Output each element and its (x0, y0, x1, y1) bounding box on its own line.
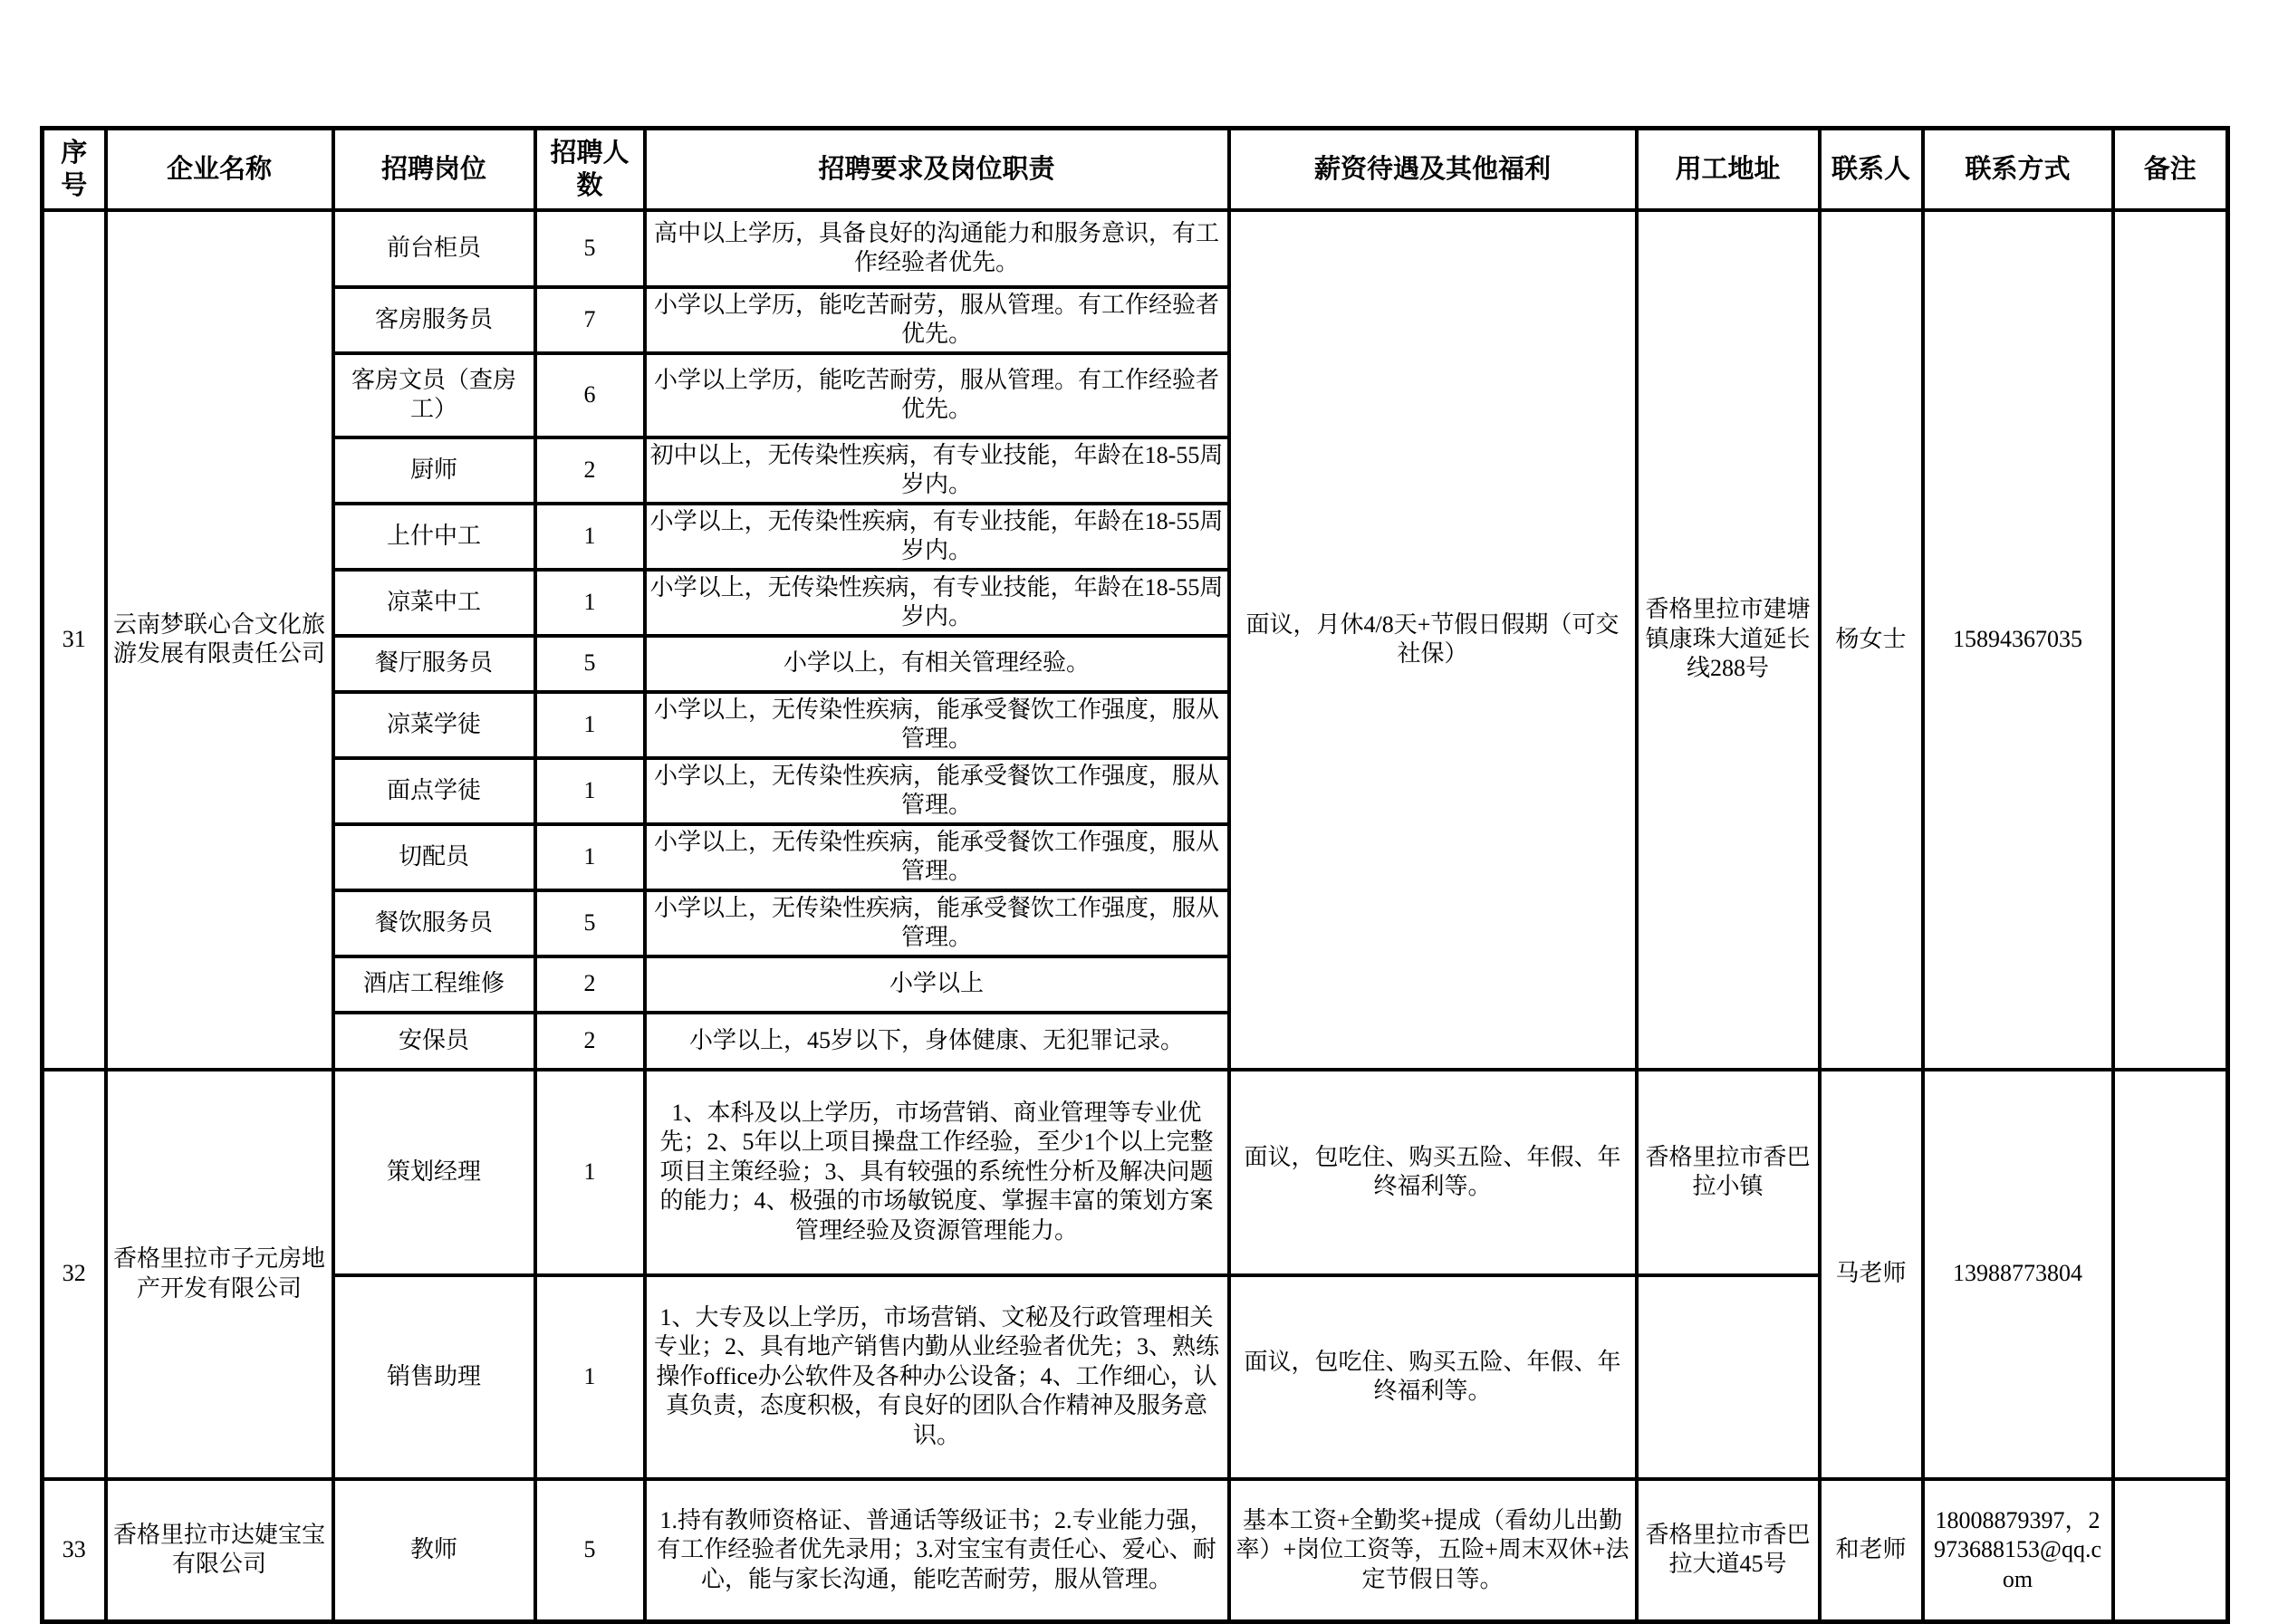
contact-cell: 杨女士 (1820, 210, 1923, 1070)
position-row (43, 1479, 2228, 1622)
salary-cell: 面议，包吃住、购买五险、年假、年终福利等。 (1229, 1070, 1637, 1275)
headcount-cell: 5 (535, 890, 645, 956)
requirements-cell: 1.持有教师资格证、普通话等级证书；2.专业能力强，有工作经验者优先录用；3.对宝宝有责任心、爱心、耐心，能与家长沟通，能吃苦耐劳，服从管理。 (645, 1479, 1229, 1622)
requirements-cell: 小学以上，无传染性疾病，能承受餐饮工作强度，服从管理。 (645, 692, 1229, 758)
position-title-cell: 客房服务员 (333, 287, 535, 353)
address-cell: 香格里拉市建塘镇康珠大道延长线288号 (1637, 210, 1820, 1070)
requirements-cell: 高中以上学历，具备良好的沟通能力和服务意识，有工作经验者优先。 (645, 210, 1229, 287)
requirements-cell: 小学以上，有相关管理经验。 (645, 636, 1229, 692)
address-cell: 香格里拉市香巴拉小镇 (1637, 1070, 1820, 1275)
position-title-cell: 凉菜学徒 (333, 692, 535, 758)
requirements-cell: 小学以上学历，能吃苦耐劳，服从管理。有工作经验者优先。 (645, 287, 1229, 353)
requirements-cell: 小学以上，无传染性疾病，有专业技能，年龄在18-55周岁内。 (645, 504, 1229, 570)
position-title-cell: 面点学徒 (333, 758, 535, 824)
col-header-position: 招聘岗位 (333, 129, 535, 210)
salary-cell: 基本工资+全勤奖+提成（看幼儿出勤率）+岗位工资等，五险+周末双休+法定节假日等。 (1229, 1479, 1637, 1622)
requirements-cell: 小学以上，45岁以下，身体健康、无犯罪记录。 (645, 1013, 1229, 1070)
remark-cell (2113, 1479, 2228, 1622)
requirements-cell: 小学以上，无传染性疾病，能承受餐饮工作强度，服从管理。 (645, 824, 1229, 890)
headcount-cell: 2 (535, 437, 645, 504)
recruitment-table (40, 126, 2230, 1624)
position-title-cell: 销售助理 (333, 1275, 535, 1479)
headcount-cell: 1 (535, 758, 645, 824)
requirements-cell: 小学以上 (645, 956, 1229, 1013)
headcount-cell: 6 (535, 353, 645, 437)
remark-cell (2113, 210, 2228, 1070)
contact-cell: 马老师 (1820, 1070, 1923, 1479)
header-row (43, 129, 2228, 210)
position-title-cell: 餐厅服务员 (333, 636, 535, 692)
headcount-cell: 5 (535, 636, 645, 692)
position-title-cell: 客房文员（查房工） (333, 353, 535, 437)
headcount-cell: 2 (535, 1013, 645, 1070)
position-title-cell: 上什中工 (333, 504, 535, 570)
col-header-remark: 备注 (2113, 129, 2228, 210)
position-title-cell: 厨师 (333, 437, 535, 504)
contact-cell: 和老师 (1820, 1479, 1923, 1622)
company-name-cell: 香格里拉市达婕宝宝有限公司 (106, 1479, 333, 1622)
position-row (43, 1070, 2228, 1275)
requirements-cell: 小学以上，无传染性疾病，能承受餐饮工作强度，服从管理。 (645, 758, 1229, 824)
requirements-cell: 小学以上，无传染性疾病，能承受餐饮工作强度，服从管理。 (645, 890, 1229, 956)
salary-cell: 面议，包吃住、购买五险、年假、年终福利等。 (1229, 1275, 1637, 1479)
serial-cell: 31 (43, 210, 106, 1070)
requirements-cell: 小学以上学历，能吃苦耐劳，服从管理。有工作经验者优先。 (645, 353, 1229, 437)
phone-cell: 15894367035 (1923, 210, 2113, 1070)
salary-cell: 面议，月休4/8天+节假日假期（可交社保） (1229, 210, 1637, 1070)
company-name-cell: 云南梦联心合文化旅游发展有限责任公司 (106, 210, 333, 1070)
position-title-cell: 切配员 (333, 824, 535, 890)
requirements-cell: 1、本科及以上学历，市场营销、商业管理等专业优先；2、5年以上项目操盘工作经验，至少1个以上完整项目主策经验；3、具有较强的系统性分析及解决问题的能力；4、极强的市场敏锐度、掌握丰富的策划方案管理经验及资源管理能力。 (645, 1070, 1229, 1275)
remark-cell (2113, 1070, 2228, 1479)
headcount-cell: 1 (535, 692, 645, 758)
phone-cell: 13988773804 (1923, 1070, 2113, 1479)
position-title-cell: 教师 (333, 1479, 535, 1622)
col-header-serial: 序号 (43, 129, 106, 210)
position-title-cell: 凉菜中工 (333, 570, 535, 636)
position-title-cell: 前台柜员 (333, 210, 535, 287)
requirements-cell: 小学以上，无传染性疾病，有专业技能，年龄在18-55周岁内。 (645, 570, 1229, 636)
col-header-address: 用工地址 (1637, 129, 1820, 210)
address-cell: 香格里拉市香巴拉大道45号 (1637, 1479, 1820, 1622)
col-header-contact: 联系人 (1820, 129, 1923, 210)
headcount-cell: 7 (535, 287, 645, 353)
position-title-cell: 酒店工程维修 (333, 956, 535, 1013)
requirements-cell: 1、大专及以上学历，市场营销、文秘及行政管理相关专业；2、具有地产销售内勤从业经验者优先；3、熟练操作office办公软件及各种办公设备；4、工作细心，认真负责，态度积极，有良好的团队合作精神及服务意识。 (645, 1275, 1229, 1479)
headcount-cell: 1 (535, 824, 645, 890)
col-header-headcount: 招聘人数 (535, 129, 645, 210)
headcount-cell: 1 (535, 1070, 645, 1275)
col-header-phone: 联系方式 (1923, 129, 2113, 210)
position-title-cell: 策划经理 (333, 1070, 535, 1275)
serial-cell: 33 (43, 1479, 106, 1622)
position-row (43, 210, 2228, 287)
address-cell (1637, 1275, 1820, 1479)
headcount-cell: 5 (535, 1479, 645, 1622)
col-header-requirements: 招聘要求及岗位职责 (645, 129, 1229, 210)
headcount-cell: 5 (535, 210, 645, 287)
col-header-salary: 薪资待遇及其他福利 (1229, 129, 1637, 210)
serial-cell: 32 (43, 1070, 106, 1479)
phone-cell: 18008879397，2973688153@qq.com (1923, 1479, 2113, 1622)
company-name-cell: 香格里拉市子元房地产开发有限公司 (106, 1070, 333, 1479)
position-title-cell: 餐饮服务员 (333, 890, 535, 956)
headcount-cell: 1 (535, 504, 645, 570)
headcount-cell: 1 (535, 1275, 645, 1479)
headcount-cell: 2 (535, 956, 645, 1013)
col-header-company: 企业名称 (106, 129, 333, 210)
requirements-cell: 初中以上，无传染性疾病，有专业技能，年龄在18-55周岁内。 (645, 437, 1229, 504)
headcount-cell: 1 (535, 570, 645, 636)
position-title-cell: 安保员 (333, 1013, 535, 1070)
